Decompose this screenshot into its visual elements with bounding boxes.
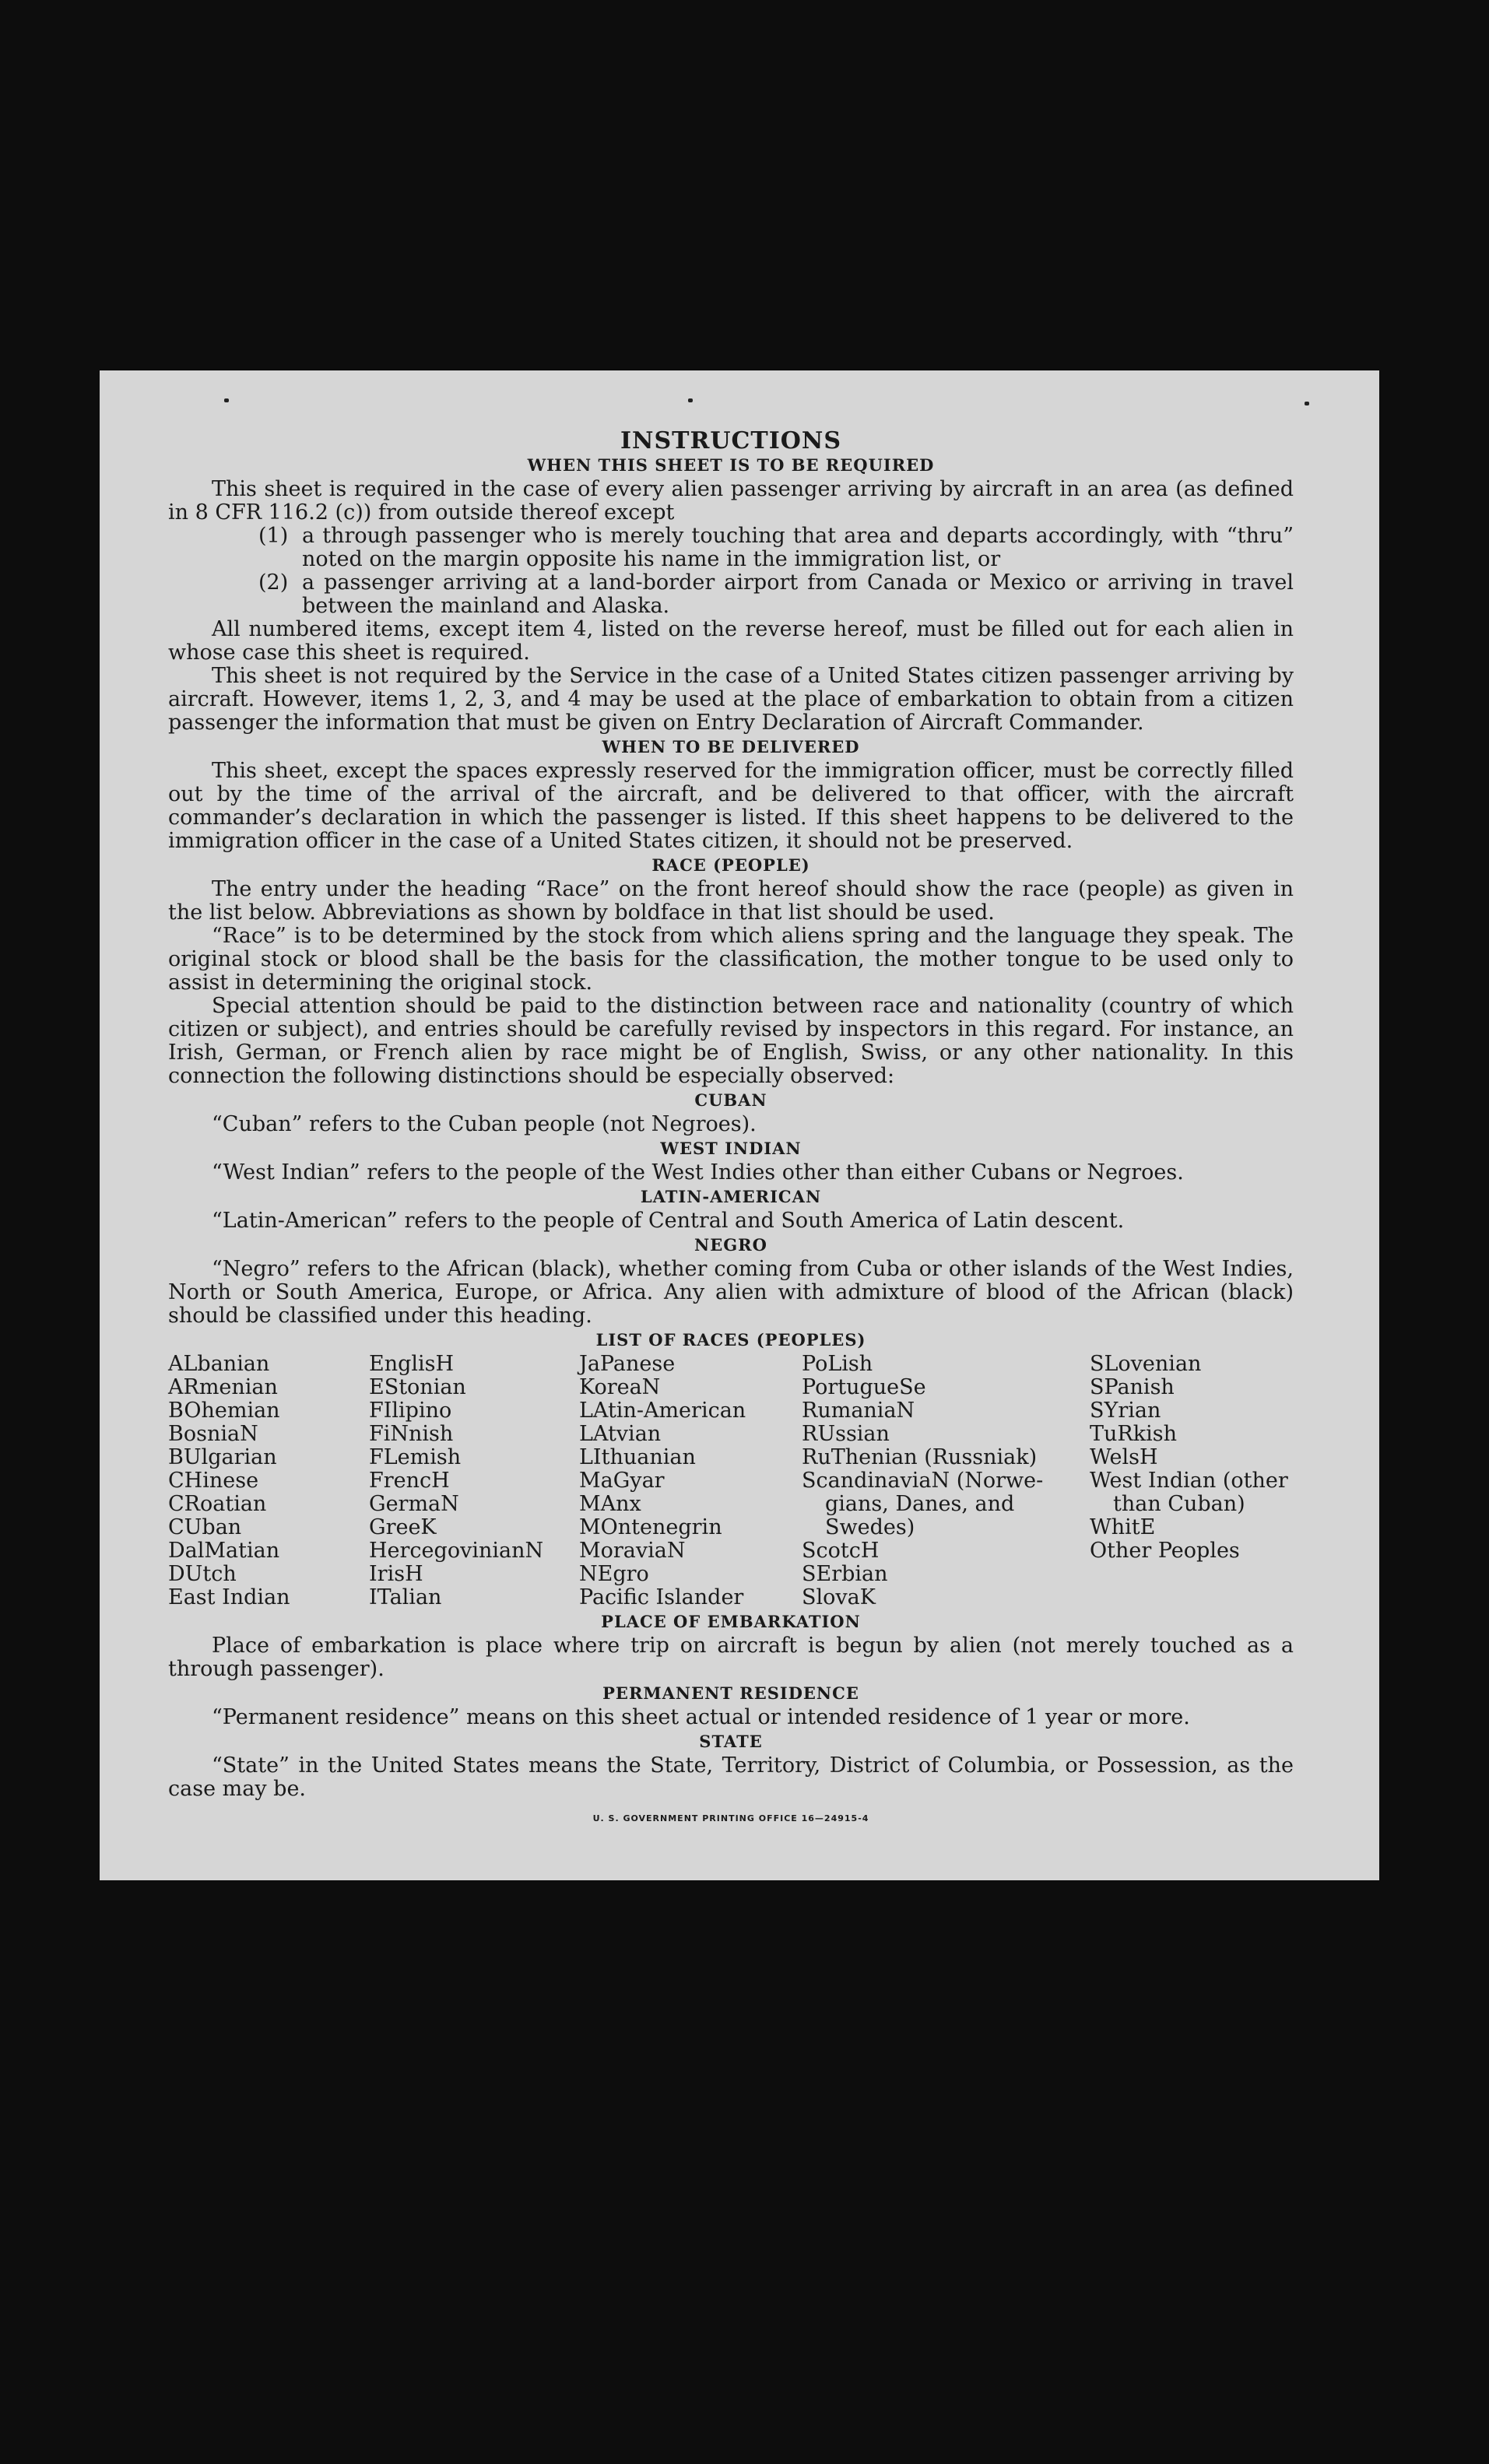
race-entry: MaGyar (579, 1469, 665, 1493)
race-entry: CHinese (168, 1469, 259, 1493)
race-entry: EnglisH (369, 1352, 455, 1376)
item-number: (1) (258, 524, 289, 548)
race-entry: BUlgarian (168, 1445, 277, 1469)
heading-race: RACE (PEOPLE) (651, 855, 810, 875)
race-entry: MAnx (579, 1492, 641, 1516)
paragraph: “Cuban” refers to the Cuban people (not Negroes). (212, 1112, 757, 1136)
races-list (168, 1353, 1294, 1609)
heading-list-of-races: LIST OF RACES (PEOPLES) (595, 1330, 866, 1350)
race-entry: Other Peoples (1090, 1539, 1240, 1563)
race-entry: ARmenian (168, 1375, 278, 1399)
heading-cuban: CUBAN (694, 1090, 767, 1110)
race-entry: WhitE (1090, 1515, 1156, 1539)
race-entry: DUtch (168, 1562, 237, 1586)
race-entry: SErbian (802, 1562, 888, 1586)
heading-negro: NEGRO (694, 1235, 767, 1255)
races-column (369, 1353, 579, 1609)
paragraph: Place of embarkation is place where trip on aircraft is begun by alien (not merely touched as a through passenger). (168, 1634, 1294, 1681)
page-title: INSTRUCTIONS (620, 427, 841, 455)
races-column (802, 1353, 1090, 1609)
race-entry: RUssian (802, 1422, 890, 1446)
item-text: a through passenger who is merely touching that area and departs accordingly, with “thru” noted on the margin opposite his name in the immigration list, or (302, 524, 1294, 571)
races-column (579, 1353, 802, 1609)
paragraph: “Negro” refers to the African (black), whether coming from Cuba or other islands of the West Indies, North or South America, Europe, or Africa. Any alien with admixture of blood of the African (black) should be classified under this heading. (168, 1257, 1294, 1328)
speck (688, 398, 693, 402)
heading-latin-american: LATIN-AMERICAN (640, 1187, 822, 1206)
heading-when-required: WHEN THIS SHEET IS TO BE REQUIRED (527, 455, 935, 475)
paragraph: This sheet, except the spaces expressly reserved for the immigration officer, must be correctly filled out by the time of the arrival of the aircraft, and be delivered to that officer, with the aircraft commander’s declaration in which the passenger is listed. If this sheet happens to be delivered to the immigration officer in the case of a United States citizen, it should not be preserved. (168, 759, 1294, 853)
race-entry: CUban (168, 1515, 242, 1539)
race-entry: IrisH (369, 1562, 423, 1586)
race-entry: PoLish (802, 1352, 873, 1376)
race-entry: SLovenian (1090, 1352, 1202, 1376)
race-entry: ALbanian (168, 1352, 270, 1376)
race-entry: SlovaK (802, 1585, 876, 1609)
paragraph: Special attention should be paid to the distinction between race and nationality (country of which citizen or subject), and entries should be carefully revised by inspectors in this regard. For instance, an Irish, German, or French alien by race might be of English, Swiss, or any other nationality. In this connection the following distinctions should be especially observed: (168, 994, 1294, 1088)
printer-imprint: U. S. GOVERNMENT PRINTING OFFICE 16—24915-4 (592, 1813, 869, 1823)
race-entry: BosniaN (168, 1422, 258, 1446)
race-entry: MoraviaN (579, 1539, 686, 1563)
race-entry: FLemish (369, 1445, 462, 1469)
paragraph: “Latin-American” refers to the people of Central and South America of Latin descent. (212, 1209, 1125, 1233)
paragraph: The entry under the heading “Race” on the front hereof should show the race (people) as given in the list below. Abbreviations as shown by boldface in that list should be used. (168, 877, 1294, 925)
race-entry: SPanish (1090, 1375, 1175, 1399)
race-entry: WelsH (1090, 1445, 1158, 1469)
race-entry: MOntenegrin (579, 1515, 722, 1539)
item-text: a passenger arriving at a land-border airport from Canada or Mexico or arriving in travel between the mainland and Alaska. (302, 570, 1294, 618)
race-entry: FIlipino (369, 1399, 452, 1423)
heading-when-delivered: WHEN TO BE DELIVERED (602, 737, 860, 756)
race-entry: FrencH (369, 1469, 450, 1493)
race-entry: NEgro (579, 1562, 649, 1586)
race-entry: than Cuban) (1113, 1492, 1245, 1516)
race-entry: HercegovinianN (369, 1539, 544, 1563)
race-entry: LIthuanian (579, 1445, 696, 1469)
race-entry: SYrian (1090, 1399, 1161, 1423)
race-entry: East Indian (168, 1585, 290, 1609)
race-entry: West Indian (other (1090, 1469, 1288, 1493)
paragraph: “Permanent residence” means on this sheet actual or intended residence of 1 year or more. (212, 1705, 1190, 1729)
race-entry: TuRkish (1090, 1422, 1177, 1446)
races-column (168, 1353, 369, 1609)
list-item (258, 571, 1294, 618)
race-entry: Pacific Islander (579, 1585, 744, 1609)
race-entry: ScandinaviaN (Norwe- (802, 1469, 1044, 1493)
instruction-sheet (100, 370, 1379, 1880)
race-entry: ScotcH (802, 1539, 880, 1563)
paragraph: This sheet is required in the case of every alien passenger arriving by aircraft in an area (as defined in 8 CFR 116.2 (c)) from outside thereof except (168, 477, 1294, 525)
paragraph: “West Indian” refers to the people of the West Indies other than either Cubans or Negroes. (212, 1160, 1184, 1185)
races-column (1090, 1353, 1292, 1609)
race-entry: KoreaN (579, 1375, 661, 1399)
race-entry: EStonian (369, 1375, 466, 1399)
race-entry: LAtin-American (579, 1399, 746, 1423)
race-entry: gians, Danes, and (825, 1492, 1015, 1516)
race-entry: DalMatian (168, 1539, 280, 1563)
race-entry: GermaN (369, 1492, 459, 1516)
heading-embarkation: PLACE OF EMBARKATION (601, 1612, 861, 1631)
item-number: (2) (258, 570, 289, 595)
paragraph: “State” in the United States means the State, Territory, District of Columbia, or Possession, as the case may be. (168, 1753, 1294, 1801)
race-entry: PortugueSe (802, 1375, 926, 1399)
race-entry: RuThenian (Russniak) (802, 1445, 1038, 1469)
race-entry: BOhemian (168, 1399, 280, 1423)
heading-permanent-residence: PERMANENT RESIDENCE (602, 1683, 859, 1703)
speck (224, 398, 229, 402)
race-entry: JaPanese (579, 1352, 676, 1376)
race-entry: ITalian (369, 1585, 442, 1609)
race-entry: FiNnish (369, 1422, 454, 1446)
paragraph: “Race” is to be determined by the stock from which aliens spring and the language they speak. The original stock or blood shall be the basis for the classification, the mother tongue to be used only to assist in determining the original stock. (168, 924, 1294, 995)
race-entry: RumaniaN (802, 1399, 915, 1423)
list-item (258, 525, 1294, 571)
race-entry: GreeK (369, 1515, 437, 1539)
heading-west-indian: WEST INDIAN (660, 1139, 802, 1158)
speck (1305, 402, 1309, 405)
heading-state: STATE (699, 1732, 763, 1751)
race-entry: CRoatian (168, 1492, 267, 1516)
paragraph: All numbered items, except item 4, listed on the reverse hereof, must be filled out for each alien in whose case this sheet is required. (168, 617, 1294, 665)
race-entry: Swedes) (825, 1515, 915, 1539)
paragraph: This sheet is not required by the Service in the case of a United States citizen passenger arriving by aircraft. However, items 1, 2, 3, and 4 may be used at the place of embarkation to obtain from a citizen passenger the information that must be given on Entry Declaration of Aircraft Commander. (168, 664, 1294, 735)
race-entry: LAtvian (579, 1422, 662, 1446)
